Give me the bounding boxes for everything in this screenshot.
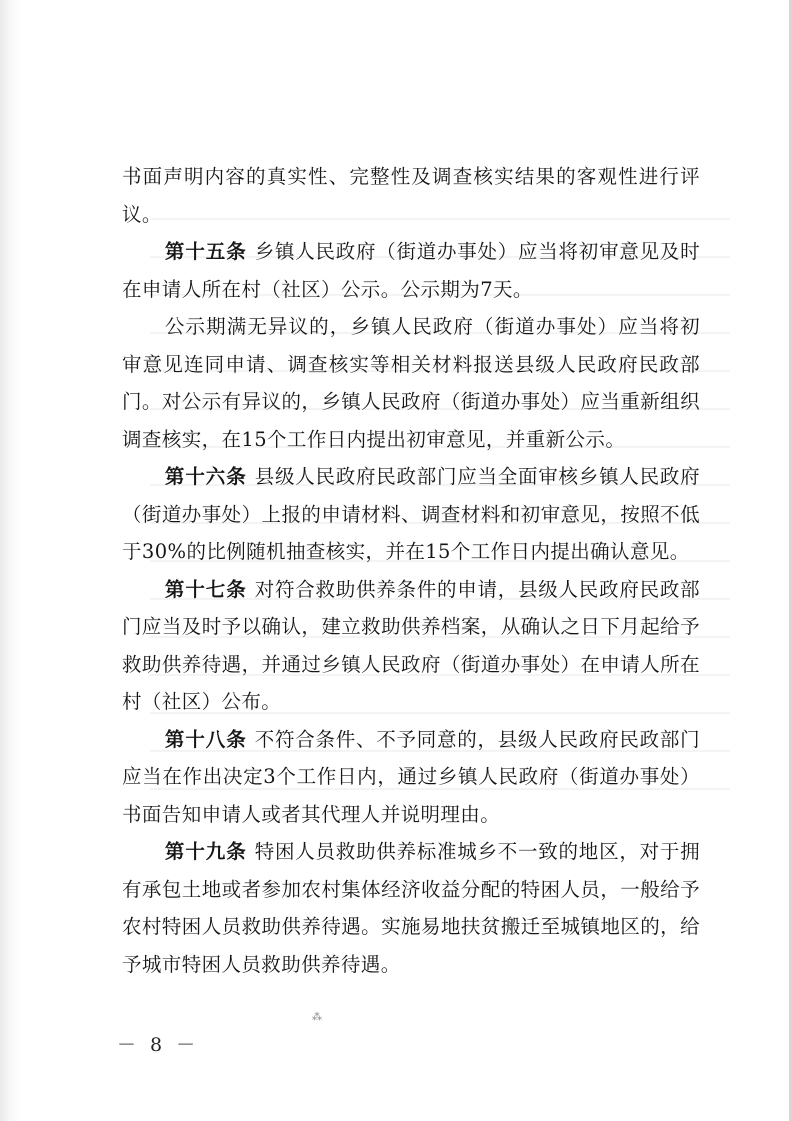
paragraph-article-16 — [122, 458, 700, 571]
article-heading: 第十七条 — [164, 577, 247, 601]
paragraph-text: 特困人员救助供养标准城乡不一致的地区，对于拥有承包土地或者参加农村集体经济收益分配的特困人员，一般给予农村特困人员救助供养待遇。实施易地扶贫搬迁至城镇地区的，给予城市特困人员救助供养待遇。 — [122, 840, 700, 976]
paragraph-article-15 — [122, 233, 700, 308]
page-number: － 8 － — [117, 1034, 200, 1056]
paragraph-text: 公示期满无异议的，乡镇人民政府（街道办事处）应当将初审意见连同申请、调查核实等相关材料报送县级人民政府民政部门。对公示有异议的，乡镇人民政府（街道办事处）应当重新组织调查核实，在15个工作日内提出初审意见，并重新公示。 — [122, 315, 700, 451]
paragraph-text: 乡镇人民政府（街道办事处）应当将初审意见及时在申请人所在村（社区）公示。公示期为7天。 — [122, 240, 700, 301]
paragraph-article-17 — [122, 571, 700, 721]
paragraph-text: 书面声明内容的真实性、完整性及调查核实结果的客观性进行评议。 — [122, 165, 700, 226]
document-body — [122, 158, 700, 983]
paragraph-article-19 — [122, 833, 700, 983]
paragraph-continuation — [122, 158, 700, 233]
scan-speck: ⁂ — [312, 1012, 322, 1023]
paragraph-publicity — [122, 308, 700, 458]
article-heading: 第十八条 — [164, 727, 247, 751]
paragraph-text: 对符合救助供养条件的申请，县级人民政府民政部门应当及时予以确认，建立救助供养档案，从确认之日下月起给予救助供养待遇，并通过乡镇人民政府（街道办事处）在申请人所在村（社区）公布。 — [122, 577, 700, 713]
article-heading: 第十五条 — [164, 240, 247, 263]
article-heading: 第十九条 — [164, 840, 247, 863]
paragraph-text: 不符合条件、不予同意的，县级人民政府民政部门应当在作出决定3个工作日内，通过乡镇人民政府（街道办事处）书面告知申请人或者其代理人并说明理由。 — [122, 727, 700, 826]
article-heading: 第十六条 — [164, 465, 247, 488]
paragraph-text: 县级人民政府民政部门应当全面审核乡镇人民政府（街道办事处）上报的申请材料、调查材料和初审意见，按照不低于30%的比例随机抽查核实，并在15个工作日内提出确认意见。 — [122, 465, 700, 563]
paragraph-article-18 — [122, 721, 700, 834]
